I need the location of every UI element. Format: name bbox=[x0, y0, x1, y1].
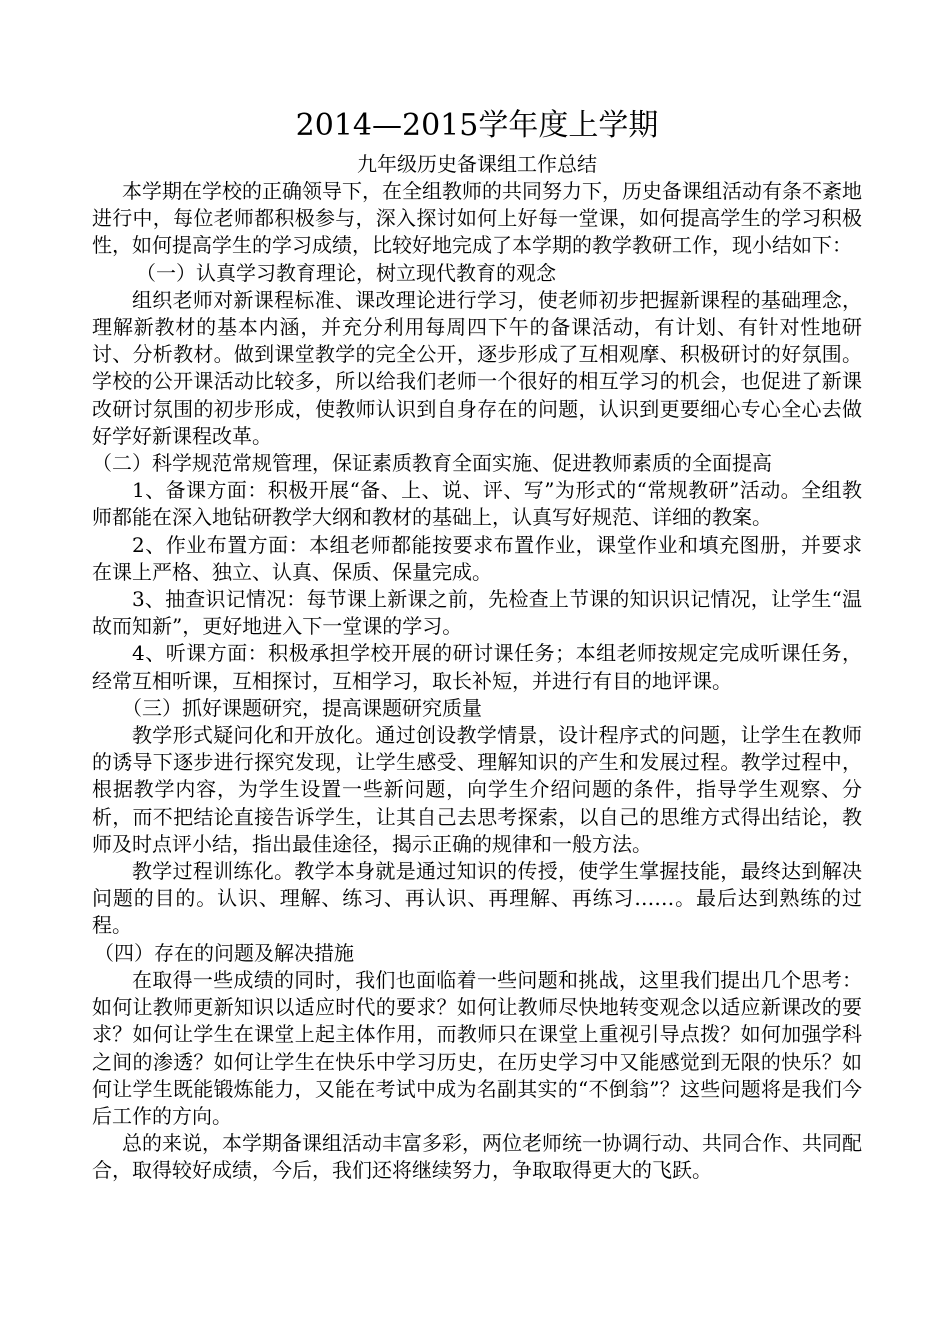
section-2-item-4: 4、听课方面：积极承担学校开展的研讨课任务；本组老师按规定完成听课任务，经常互相听课，互相探讨，互相学习，取长补短，并进行有目的地评课。 bbox=[92, 641, 862, 693]
section-2-item-2: 2、作业布置方面：本组老师都能按要求布置作业，课堂作业和填充图册，并要求在课上严格、独立、认真、保质、保量完成。 bbox=[92, 532, 862, 584]
section-3-heading: （三）抓好课题研究，提高课题研究质量 bbox=[122, 695, 482, 720]
intro-paragraph: 本学期在学校的正确领导下，在全组教师的共同努力下，历史备课组活动有条不紊地进行中，每位老师都积极参与，深入探讨如何上好每一堂课，如何提高学生的学习积极性，如何提高学生的学习成绩，比较好地完成了本学期的教学教研工作，现小结如下： bbox=[92, 179, 862, 258]
conclusion-paragraph: 总的来说，本学期备课组活动丰富多彩，两位老师统一协调行动、共同合作、共同配合，取得较好成绩，今后，我们还将继续努力，争取取得更大的飞跃。 bbox=[92, 1131, 862, 1183]
section-1-paragraph: 组织老师对新课程标准、课改理论进行学习，使老师初步把握新课程的基础理念，理解新教材的基本内涵，并充分利用每周四下午的备课活动，有计划、有针对性地研讨、分析教材。做到课堂教学的完全公开，逐步形成了互相观摩、积极研讨的好氛围。学校的公开课活动比较多，所以给我们老师一个很好的相互学习的机会，也促进了新课改研讨氛围的初步形成，使教师认识到自身存在的问题，认识到更要细心专心全心去做好学好新课程改革。 bbox=[92, 287, 862, 448]
section-3-paragraph-1: 教学形式疑问化和开放化。通过创设教学情景，设计程序式的问题，让学生在教师的诱导下逐步进行探究发现，让学生感受、理解知识的产生和发展过程。教学过程中，根据教学内容，为学生设置一些新问题，向学生介绍问题的条件，指导学生观察、分析，而不把结论直接告诉学生，让其自己去思考探索，以自己的思维方式得出结论，教师及时点评小结，指出最佳途径，揭示正确的规律和一般方法。 bbox=[92, 723, 862, 856]
section-4-paragraph: 在取得一些成绩的同时，我们也面临着一些问题和挑战，这里我们提出几个思考：如何让教师更新知识以适应时代的要求？如何让教师尽快地转变观念以适应新课改的要求？如何让学生在课堂上起主体作用，而教师只在课堂上重视引导点拨？如何加强学科之间的渗透？如何让学生在快乐中学习历史，在历史学习中又能感觉到无限的快乐？如何让学生既能锻炼能力，又能在考试中成为名副其实的“不倒翁”？这些问题将是我们今后工作的方向。 bbox=[92, 967, 862, 1128]
section-3-paragraph-2: 教学过程训练化。教学本身就是通过知识的传授，使学生掌握技能，最终达到解决问题的目的。认识、理解、练习、再认识、再理解、再练习……。最后达到熟练的过程。 bbox=[92, 859, 862, 938]
document-title: 2014—2015学年度上学期 bbox=[295, 108, 659, 143]
section-2-item-1: 1、备课方面：积极开展“备、上、说、评、写”为形式的“常规教研”活动。全组教师都能在深入地钻研教学大纲和教材的基础上，认真写好规范、详细的教案。 bbox=[92, 478, 862, 530]
section-1-heading: （一）认真学习教育理论，树立现代教育的观念 bbox=[136, 260, 556, 285]
document-page bbox=[92, 106, 862, 1185]
section-4-heading: （四）存在的问题及解决措施 bbox=[94, 940, 354, 965]
document-subtitle: 九年级历史备课组工作总结 bbox=[357, 152, 597, 176]
section-2-item-3: 3、抽查识记情况：每节课上新课之前，先检查上节课的知识识记情况，让学生“温故而知新”，更好地进入下一堂课的学习。 bbox=[92, 587, 862, 639]
section-2-heading: （二）科学规范常规管理，保证素质教育全面实施、促进教师素质的全面提高 bbox=[92, 451, 772, 476]
